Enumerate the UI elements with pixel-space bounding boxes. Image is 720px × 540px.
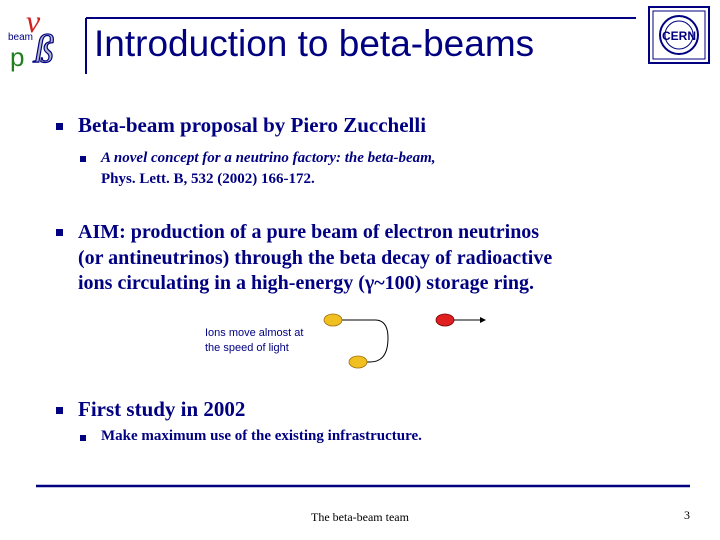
- footer-rule: [0, 480, 720, 492]
- ion-ring-diagram: [300, 308, 500, 370]
- reference-citation: Phys. Lett. B, 532 (2002) 166-172.: [101, 171, 315, 187]
- arrow-head: [480, 317, 486, 323]
- bullet-marker: [56, 407, 63, 414]
- logo-p-letter: p: [10, 42, 25, 72]
- ion-yellow-top: [324, 314, 342, 326]
- cern-logo-text: CERN: [661, 29, 697, 43]
- aim-paragraph: [78, 220, 678, 297]
- sub-bullet-marker: [80, 435, 86, 441]
- logo-beam-caption: beam: [8, 32, 34, 43]
- aim-line-3: ions circulating in a high-energy (γ~100) storage ring.: [78, 272, 535, 294]
- reference-block: [101, 148, 436, 190]
- ion-label-line-2: the speed of light: [205, 342, 289, 354]
- ion-label-line-1: Ions move almost at: [205, 327, 304, 339]
- ion-label: [205, 326, 303, 356]
- page-number: 3: [684, 508, 690, 522]
- logo-nu-letter: v: [26, 4, 41, 39]
- bullet-marker: [56, 123, 63, 130]
- bullet-marker: [56, 229, 63, 236]
- logo-beta-letter: ß: [34, 26, 54, 71]
- sub-bullet-marker: [80, 156, 86, 162]
- bullet-proposal: Beta-beam proposal by Piero Zucchelli: [78, 113, 427, 137]
- bullet-first-study: First study in 2002: [78, 397, 246, 421]
- ion-yellow-bottom: [349, 356, 367, 368]
- bullet-infrastructure: Make maximum use of the existing infrastructure.: [101, 428, 422, 444]
- cern-logo: [648, 6, 710, 64]
- reference-title: A novel concept for a neutrino factory: the beta-beam,: [101, 150, 436, 166]
- aim-line-2: (or antineutrinos) through the beta decay of radioactive: [78, 246, 553, 269]
- ion-red: [436, 314, 454, 326]
- slide-title: Introduction to beta-beams: [94, 23, 535, 64]
- footer-team: The beta-beam team: [311, 510, 409, 524]
- aim-line-1: AIM: production of a pure beam of electron neutrinos: [78, 221, 540, 243]
